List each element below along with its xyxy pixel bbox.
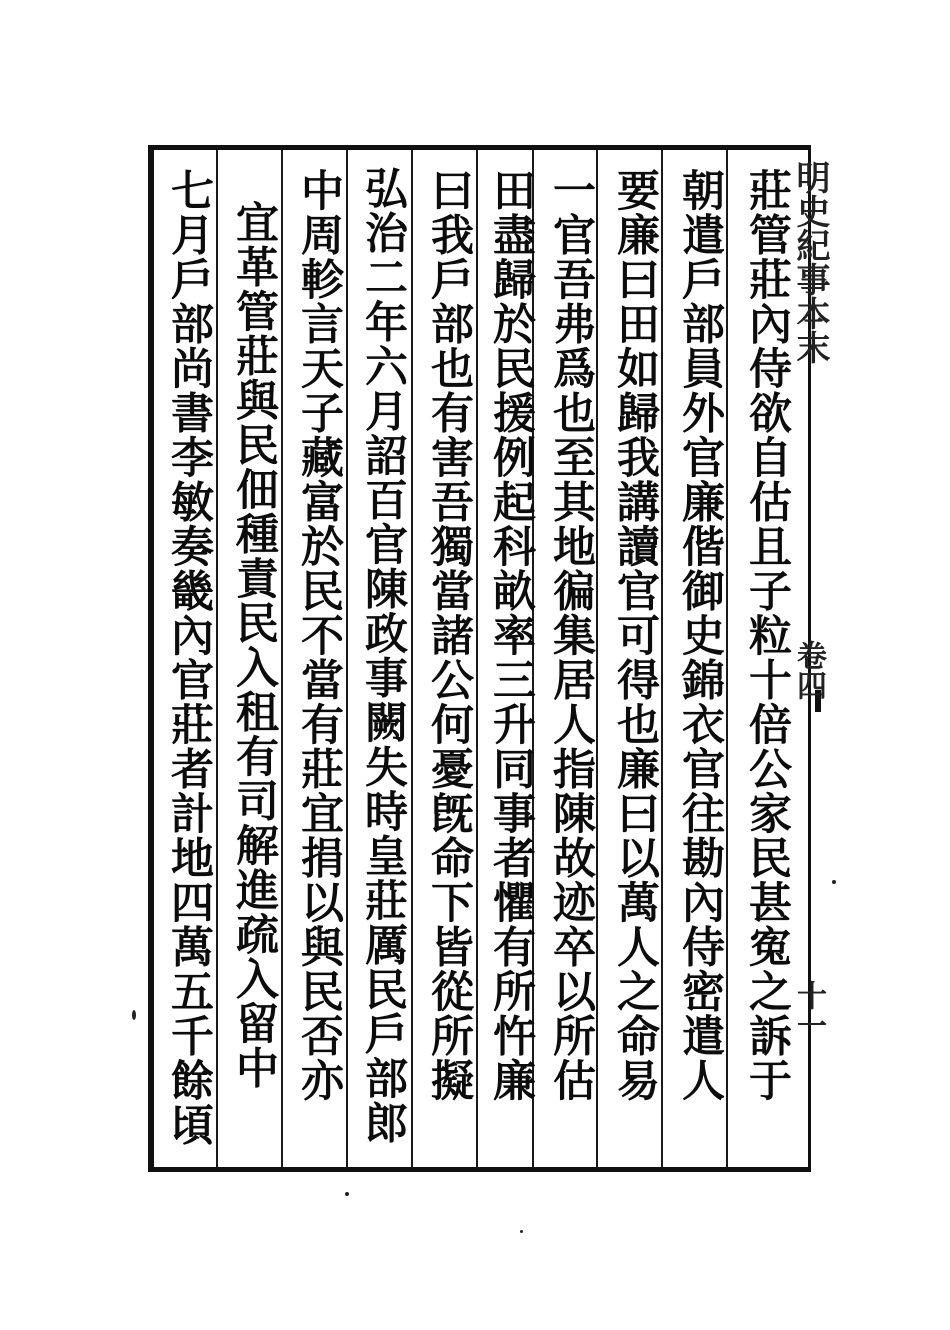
ink-speck <box>345 1192 349 1196</box>
text-column: 要廉曰田如歸我講讀官可得也廉曰以萬人之命易 <box>610 168 660 1103</box>
text-column: 一官吾弗爲也至其地徧集居人指陳故迹卒以所估 <box>546 168 596 1103</box>
column-rule <box>476 150 478 1167</box>
ink-speck <box>132 1010 136 1020</box>
ink-speck <box>832 880 836 884</box>
banxin-title: 明史紀事本末 <box>790 160 830 364</box>
text-column: 七月戶部尚書李敏奏畿內官莊者計地四萬五千餘頃 <box>164 168 214 1147</box>
column-rule <box>346 150 348 1167</box>
text-column: 弘治二年六月詔百官陳政事闕失時皇莊厲民戶部郎 <box>358 166 408 1145</box>
column-rule <box>216 150 218 1167</box>
text-column: 朝遣戶部員外官廉偕御史錦衣官往勘內侍密遣人 <box>675 168 725 1103</box>
text-column: 中周軫言天子藏富於民不當有莊宜捐以與民否亦 <box>294 168 344 1103</box>
column-rule <box>281 150 283 1167</box>
column-rule <box>411 150 413 1167</box>
text-column: 曰我戶部也有害吾獨當諸公何憂旣命下皆從所擬 <box>424 168 474 1103</box>
banxin-page-number: 十一 <box>791 980 826 1040</box>
text-column: 田盡歸於民援例起科畝率三升同事者懼有所忤廉 <box>486 168 536 1103</box>
ink-speck <box>520 1230 523 1233</box>
banxin-juan: 卷四 <box>791 640 826 700</box>
text-column: 宜革管莊與民佃種責民入租有司解進疏入留中 <box>229 200 279 1090</box>
text-column: 莊管莊內侍欲自估且子粒十倍公家民甚寃之訴于 <box>742 168 792 1103</box>
